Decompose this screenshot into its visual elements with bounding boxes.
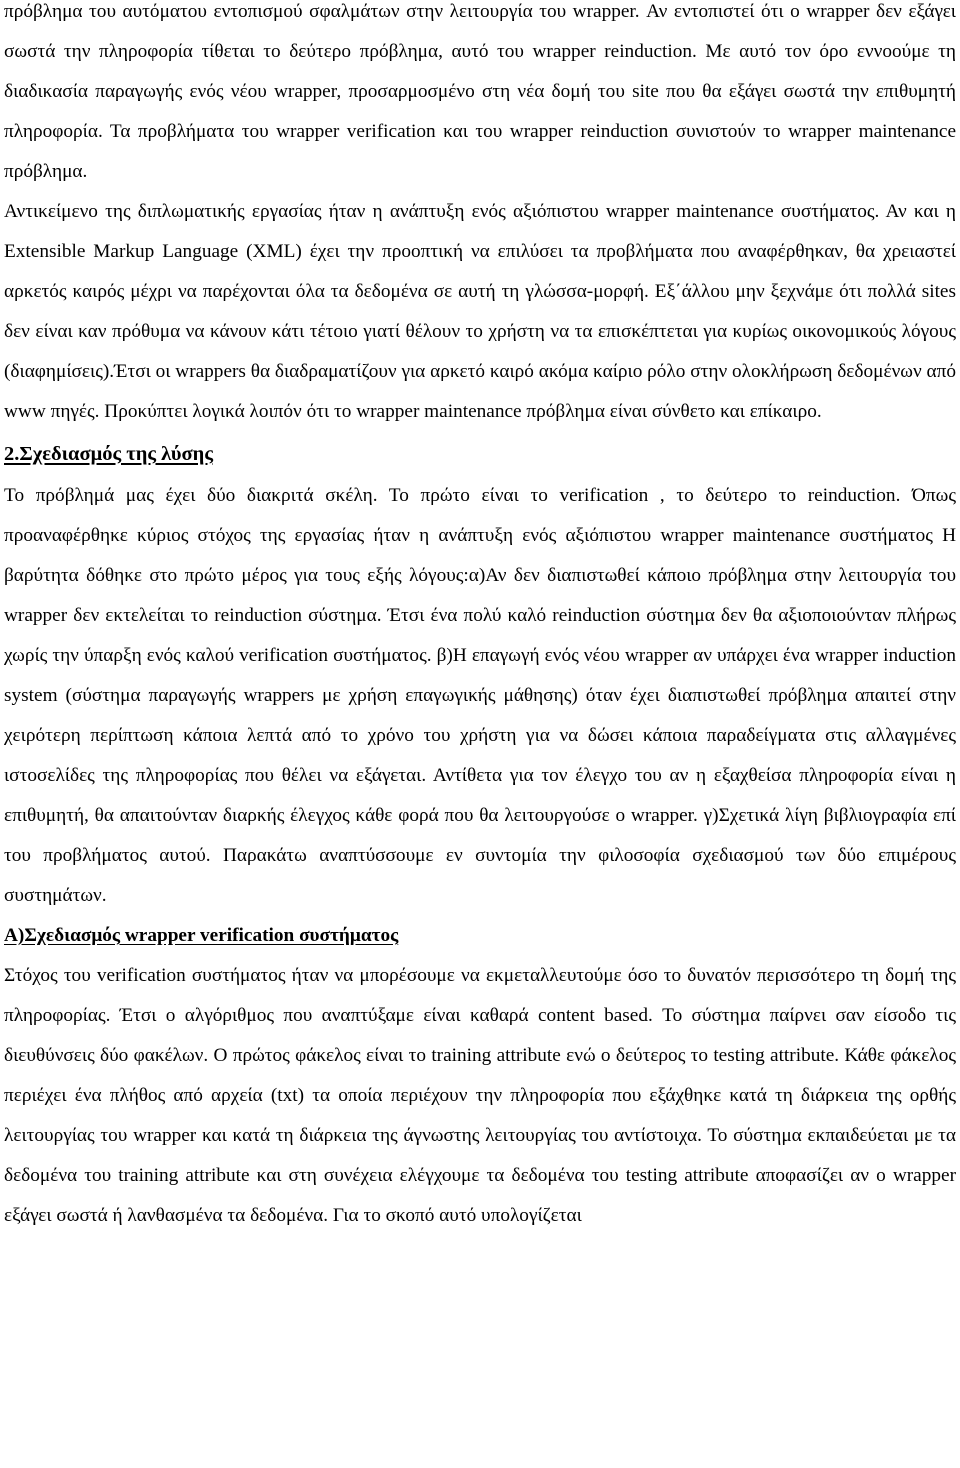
paragraph-wrapper-problem: πρόβλημα του αυτόματου εντοπισμού σφαλμάτων στην λειτουργία του wrapper. Αν εντοπιστεί ότι ο wrapper δεν εξάγει σωστά την πληροφορία τίθεται το δεύτερο πρόβλημα, αυτό του wrapper reinduction. Με αυτό τον όρο εννοούμε τη διαδικασία παραγωγής ενός νέου wrapper, προσαρμοσμένο στη νέα δομή του site που θα εξάγει σωστά την επιθυμητή πληροφορία. Τα προβλήματα του wrapper verification και του wrapper reinduction συνιστούν το wrapper maintenance πρόβλημα. <box>4 1 956 182</box>
paragraph-verification-design: Στόχος του verification συστήματος ήταν να μπορέσουμε να εκμεταλλευτούμε όσο το δυνατόν περισσότερο τη δομή της πληροφορίας. Έτσι ο αλγόριθμος που αναπτύξαμε είναι καθαρά content based. Το σύστημα παίρνει σαν είσοδο τις διευθύνσεις δύο φακέλων. Ο πρώτος φάκελος είναι το training attribute ενώ ο δεύτερος το testing attribute. Κάθε φάκελος περιέχει ένα πλήθος από αρχεία (txt) τα οποία περιέχουν την πληροφορία που εξάχθηκε κατά τη διάρκεια της ορθής λειτουργίας του wrapper και κατά τη διάρκεια της άγνωστης λειτουργίας του αντίστοιχα. Το σύστημα εκπαιδεύεται με τα δεδομένα του training attribute και στη συνέχεια ελέγχουμε τα δεδομένα του testing attribute αποφασίζει αν ο wrapper εξάγει σωστά ή λανθασμένα τα δεδομένα. Για το σκοπό αυτό υπολογίζεται <box>4 965 956 1226</box>
document-page <box>4 0 956 1236</box>
subsection-heading-verification-design: Α)Σχεδιασμός wrapper verification συστήματος <box>4 925 399 946</box>
paragraph-solution-design: Το πρόβλημά μας έχει δύο διακριτά σκέλη. Το πρώτο είναι το verification , το δεύτερο το reinduction. Όπως προαναφέρθηκε κύριος στόχος της εργασίας ήταν η ανάπτυξη ενός αξιόπιστου wrapper maintenance συστήματος Η βαρύτητα δόθηκε στο πρώτο μέρος για τους εξής λόγους:α)Αν δεν διαπιστωθεί κάποιο πρόβλημα στην λειτουργία του wrapper δεν εκτελείται το reinduction σύστημα. Έτσι ένα πολύ καλό reinduction σύστημα δεν θα αξιοποιούνταν πλήρως χωρίς την ύπαρξη ενός καλού verification συστήματος. β)Η επαγωγή ενός νέου wrapper αν υπάρχει ένα wrapper induction system (σύστημα παραγωγής wrappers με χρήση επαγωγικής μάθησης) όταν έχει διαπιστωθεί πρόβλημα απαιτεί στην χειρότερη περίπτωση κάποια λεπτά από το χρόνο του χρήστη για να δώσει κάποια παραδείγματα στις αλλαγμένες ιστοσελίδες της πληροφορίας που θέλει να εξάγεται. Αντίθετα για τον έλεγχο του αν η εξαχθείσα πληροφορία είναι η επιθυμητή, θα απαιτούνταν διαρκής έλεγχος κάθε φορά που θα λειτουργούσε ο wrapper. γ)Σχετικά λίγη βιβλιογραφία επί του προβλήματος αυτού. Παρακάτω αναπτύσσουμε εν συντομία την φιλοσοφία σχεδιασμού των δύο επιμέρους συστημάτων. <box>4 485 956 906</box>
paragraph-thesis-objective: Αντικείμενο της διπλωματικής εργασίας ήταν η ανάπτυξη ενός αξιόπιστου wrapper maintenance συστήματος. Αν και η Extensible Markup Language (XML) έχει την προοπτική να επιλύσει τα προβλήματα που αναφέρθηκαν, θα χρειαστεί αρκετός καιρός μέχρι να παρέχονται όλα τα δεδομένα σε αυτή τη γλώσσα-μορφή. Εξ΄άλλου μην ξεχνάμε ότι πολλά sites δεν είναι καν πρόθυμα να κάνουν κάτι τέτοιο γιατί θέλουν το χρήστη να τα επισκέπτεται για κυρίως οικονομικούς λόγους (διαφημίσεις).Έτσι οι wrappers θα διαδραματίζουν για αρκετό καιρό ακόμα καίριο ρόλο στην ολοκλήρωση δεδομένων από www πηγές. Προκύπτει λογικά λοιπόν ότι το wrapper maintenance πρόβλημα είναι σύνθετο και επίκαιρο. <box>4 201 956 422</box>
section-heading-solution-design: 2.Σχεδιασμός της λύσης <box>4 443 213 465</box>
